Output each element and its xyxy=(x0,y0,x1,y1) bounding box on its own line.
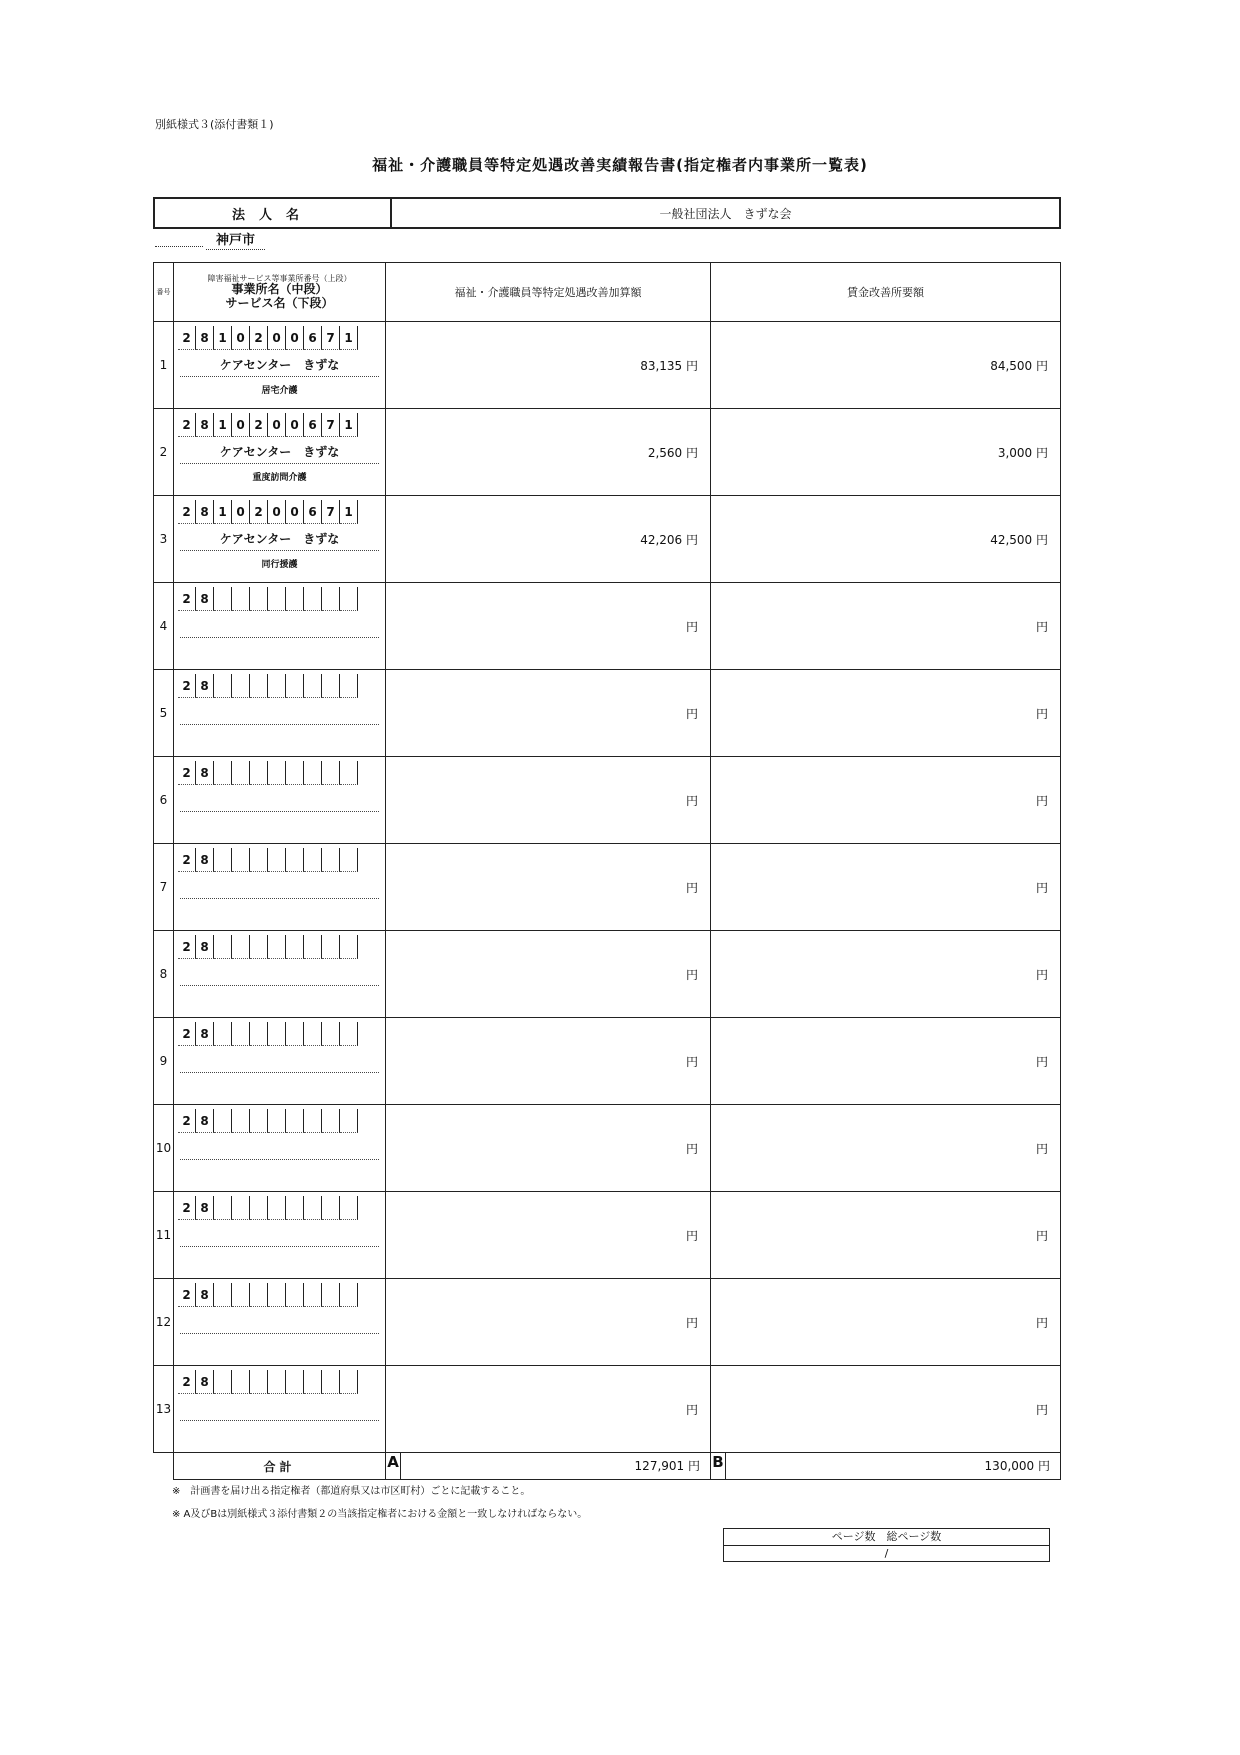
office-cell xyxy=(174,757,386,844)
office-cell xyxy=(174,322,386,409)
office-number-digit: 8 xyxy=(196,761,214,785)
office-number-digit: 8 xyxy=(196,1370,214,1394)
office-number-digit: 8 xyxy=(196,326,214,350)
office-number-digit xyxy=(214,1022,232,1046)
total-amount-a: 127,901 円 xyxy=(634,1459,700,1473)
table-row xyxy=(154,757,1061,844)
service-name xyxy=(174,1253,385,1265)
row-number: 2 xyxy=(154,409,174,496)
office-number-digit: 2 xyxy=(178,1283,196,1307)
office-number-digit xyxy=(250,587,268,611)
amount-b: 42,500 円 xyxy=(711,496,1061,583)
office-number-digit xyxy=(322,674,340,698)
row-number: 10 xyxy=(154,1105,174,1192)
amount-b: 円 xyxy=(711,583,1061,670)
office-number-digit: 0 xyxy=(286,326,304,350)
office-number-digit: 0 xyxy=(268,326,286,350)
office-number-digit: 6 xyxy=(304,326,322,350)
office-number-digit xyxy=(214,1370,232,1394)
amount-b: 3,000 円 xyxy=(711,409,1061,496)
header-office-line2: 事業所名（中段） xyxy=(231,281,328,296)
office-number-digit xyxy=(340,848,358,872)
office-number-digit: 1 xyxy=(340,500,358,524)
office-name xyxy=(180,615,379,638)
office-number-digit: 8 xyxy=(196,1283,214,1307)
corporation-label: 法人名 xyxy=(155,199,392,227)
office-number-digit xyxy=(214,587,232,611)
office-cell xyxy=(174,670,386,757)
table-row xyxy=(154,1366,1061,1453)
office-number-digit: 1 xyxy=(340,413,358,437)
row-number: 12 xyxy=(154,1279,174,1366)
office-cell xyxy=(174,1018,386,1105)
office-number-digit: 8 xyxy=(196,1196,214,1220)
office-number-digit xyxy=(250,761,268,785)
office-number-digit xyxy=(232,1283,250,1307)
amount-a: 円 xyxy=(386,931,711,1018)
amount-b: 円 xyxy=(711,1279,1061,1366)
office-number xyxy=(178,935,385,961)
office-number-digit: 2 xyxy=(178,761,196,785)
row-number: 7 xyxy=(154,844,174,931)
row-number: 8 xyxy=(154,931,174,1018)
office-name xyxy=(180,876,379,899)
amount-a: 円 xyxy=(386,1192,711,1279)
office-name xyxy=(180,1137,379,1160)
amount-a: 円 xyxy=(386,583,711,670)
office-number-digit xyxy=(232,587,250,611)
office-number-digit: 8 xyxy=(196,848,214,872)
office-number-digit xyxy=(340,1022,358,1046)
office-number xyxy=(178,413,385,439)
office-number-digit xyxy=(322,1196,340,1220)
note-1: ※ 計画書を届け出る指定権者（都道府県又は市区町村）ごとに記載すること。 xyxy=(172,1486,531,1497)
table-row xyxy=(154,1279,1061,1366)
row-number: 4 xyxy=(154,583,174,670)
office-number-digit xyxy=(250,935,268,959)
office-number-digit xyxy=(304,587,322,611)
office-number-digit xyxy=(286,1022,304,1046)
office-number-digit xyxy=(232,1022,250,1046)
office-number-digit xyxy=(214,935,232,959)
row-number: 13 xyxy=(154,1366,174,1453)
office-number-digit xyxy=(286,1370,304,1394)
office-number xyxy=(178,848,385,874)
office-number-digit xyxy=(268,1283,286,1307)
office-number-digit xyxy=(232,1370,250,1394)
total-row xyxy=(154,1453,1061,1480)
page-number-box xyxy=(723,1528,1050,1562)
service-name xyxy=(174,731,385,743)
office-number-digit xyxy=(340,935,358,959)
amount-a: 円 xyxy=(386,757,711,844)
office-number xyxy=(178,761,385,787)
table-row xyxy=(154,583,1061,670)
header-office-line3: サービス名（下段） xyxy=(225,295,334,310)
amount-b: 円 xyxy=(711,844,1061,931)
office-number-digit xyxy=(304,674,322,698)
office-number-digit xyxy=(250,848,268,872)
row-number: 6 xyxy=(154,757,174,844)
office-number-digit xyxy=(268,761,286,785)
office-number-digit xyxy=(232,1196,250,1220)
table-header-row xyxy=(154,263,1061,322)
table-row xyxy=(154,670,1061,757)
office-number-digit: 2 xyxy=(250,500,268,524)
amount-a: 円 xyxy=(386,1366,711,1453)
office-number-digit xyxy=(214,1109,232,1133)
office-number-digit: 0 xyxy=(286,413,304,437)
office-name: ケアセンター きずな xyxy=(180,528,379,551)
office-number-digit xyxy=(268,848,286,872)
office-number-digit xyxy=(322,935,340,959)
corporation-name: 一般社団法人 きずな会 xyxy=(659,206,792,221)
office-number xyxy=(178,587,385,613)
office-number-digit xyxy=(214,1196,232,1220)
service-name xyxy=(174,1166,385,1178)
office-number-digit xyxy=(214,848,232,872)
office-number xyxy=(178,500,385,526)
table-row xyxy=(154,1018,1061,1105)
total-spacer xyxy=(154,1453,174,1480)
office-number-digit: 6 xyxy=(304,500,322,524)
office-number-digit: 2 xyxy=(178,413,196,437)
office-number-digit xyxy=(322,1283,340,1307)
office-number-digit xyxy=(286,1283,304,1307)
office-cell xyxy=(174,931,386,1018)
amount-b: 円 xyxy=(711,757,1061,844)
total-amount-b: 130,000 円 xyxy=(984,1459,1050,1473)
office-number-digit xyxy=(250,1022,268,1046)
table-row xyxy=(154,409,1061,496)
office-number-digit: 0 xyxy=(268,500,286,524)
office-number xyxy=(178,674,385,700)
office-number-digit: 7 xyxy=(322,326,340,350)
note-2: ※ A及びBは別紙様式３添付書類２の当該指定権者における金額と一致しなければならない。 xyxy=(172,1509,588,1520)
office-name: ケアセンター きずな xyxy=(180,441,379,464)
table-row xyxy=(154,322,1061,409)
header-office-line1: 障害福祉サービス等事業所番号（上段） xyxy=(207,273,352,283)
office-number-digit xyxy=(232,674,250,698)
office-cell xyxy=(174,583,386,670)
office-number-digit xyxy=(250,1370,268,1394)
service-name xyxy=(174,992,385,1004)
header-number: 番号 xyxy=(154,263,174,322)
office-number-digit xyxy=(268,1022,286,1046)
total-amount-b-cell xyxy=(711,1453,1061,1480)
office-number-digit xyxy=(214,761,232,785)
office-number-digit: 8 xyxy=(196,500,214,524)
office-number-digit xyxy=(268,674,286,698)
office-name: ケアセンター きずな xyxy=(180,354,379,377)
office-number-digit: 2 xyxy=(178,326,196,350)
office-number xyxy=(178,1022,385,1048)
office-number-digit: 1 xyxy=(214,326,232,350)
office-number-digit xyxy=(304,1196,322,1220)
office-number-digit xyxy=(232,848,250,872)
header-amount-a: 福祉・介護職員等特定処遇改善加算額 xyxy=(386,263,711,322)
office-number-digit xyxy=(340,1109,358,1133)
office-number-digit xyxy=(250,1109,268,1133)
row-number: 9 xyxy=(154,1018,174,1105)
header-office xyxy=(174,263,386,322)
office-number-digit xyxy=(322,1022,340,1046)
office-cell xyxy=(174,844,386,931)
total-amount-a-cell xyxy=(386,1453,711,1480)
city-name: 神戸市 xyxy=(206,229,265,250)
office-number-digit: 2 xyxy=(178,1370,196,1394)
total-mark-a: A xyxy=(386,1453,401,1479)
office-number-digit xyxy=(232,1109,250,1133)
office-number-digit: 2 xyxy=(178,1196,196,1220)
office-cell xyxy=(174,1192,386,1279)
office-name xyxy=(180,1311,379,1334)
office-number-digit: 2 xyxy=(178,1109,196,1133)
row-number: 5 xyxy=(154,670,174,757)
total-label: 合計 xyxy=(174,1453,386,1480)
office-number-digit xyxy=(286,1196,304,1220)
row-number: 11 xyxy=(154,1192,174,1279)
amount-a: 円 xyxy=(386,1105,711,1192)
office-number-digit xyxy=(340,761,358,785)
amount-a: 円 xyxy=(386,1018,711,1105)
office-number-digit xyxy=(232,761,250,785)
service-name xyxy=(174,905,385,917)
office-number-digit xyxy=(304,1109,322,1133)
office-number-digit xyxy=(304,848,322,872)
office-number-digit: 8 xyxy=(196,413,214,437)
office-number xyxy=(178,326,385,352)
amount-a: 円 xyxy=(386,670,711,757)
office-number-digit xyxy=(322,848,340,872)
office-number-digit: 2 xyxy=(178,587,196,611)
office-number-digit xyxy=(340,1370,358,1394)
office-number-digit xyxy=(286,761,304,785)
amount-b: 円 xyxy=(711,1018,1061,1105)
office-name xyxy=(180,1224,379,1247)
office-number-digit: 2 xyxy=(178,500,196,524)
office-number-digit: 0 xyxy=(232,500,250,524)
service-name: 同行援護 xyxy=(261,560,298,570)
office-cell xyxy=(174,1366,386,1453)
office-number-digit xyxy=(286,674,304,698)
office-number-digit xyxy=(268,935,286,959)
office-list-table xyxy=(153,262,1061,1480)
table-row xyxy=(154,496,1061,583)
page-number-value: / xyxy=(884,1547,889,1560)
service-name: 重度訪問介護 xyxy=(252,473,307,483)
service-name: 居宅介護 xyxy=(261,386,298,396)
service-name xyxy=(174,1427,385,1439)
office-name xyxy=(180,963,379,986)
office-number-digit xyxy=(304,1283,322,1307)
amount-a: 円 xyxy=(386,844,711,931)
office-number-digit xyxy=(340,1283,358,1307)
amount-a: 83,135 円 xyxy=(386,322,711,409)
office-number-digit: 8 xyxy=(196,1109,214,1133)
office-name xyxy=(180,1398,379,1421)
office-number-digit: 2 xyxy=(178,1022,196,1046)
header-amount-b: 賃金改善所要額 xyxy=(711,263,1061,322)
amount-b: 円 xyxy=(711,931,1061,1018)
office-name xyxy=(180,1050,379,1073)
office-number xyxy=(178,1370,385,1396)
office-number-digit xyxy=(340,1196,358,1220)
office-name xyxy=(180,789,379,812)
office-number-digit xyxy=(322,1370,340,1394)
office-number-digit xyxy=(322,761,340,785)
office-number-digit: 8 xyxy=(196,935,214,959)
office-number-digit xyxy=(304,935,322,959)
office-number-digit xyxy=(286,587,304,611)
office-number-digit: 8 xyxy=(196,1022,214,1046)
office-number-digit xyxy=(250,1196,268,1220)
office-number-digit xyxy=(286,848,304,872)
amount-b: 円 xyxy=(711,1192,1061,1279)
office-number-digit: 1 xyxy=(214,413,232,437)
office-number-digit xyxy=(304,1022,322,1046)
office-number xyxy=(178,1109,385,1135)
table-row xyxy=(154,931,1061,1018)
row-number: 1 xyxy=(154,322,174,409)
office-number-digit xyxy=(286,935,304,959)
amount-b: 84,500 円 xyxy=(711,322,1061,409)
office-number-digit: 2 xyxy=(250,326,268,350)
office-number-digit xyxy=(268,1109,286,1133)
service-name xyxy=(174,644,385,656)
office-number-digit xyxy=(322,587,340,611)
office-number-digit: 2 xyxy=(178,935,196,959)
office-number-digit xyxy=(214,1283,232,1307)
office-number xyxy=(178,1196,385,1222)
office-cell xyxy=(174,496,386,583)
corporation-table xyxy=(153,197,1061,229)
amount-a: 42,206 円 xyxy=(386,496,711,583)
office-number-digit: 0 xyxy=(232,326,250,350)
amount-b: 円 xyxy=(711,1105,1061,1192)
office-cell xyxy=(174,1105,386,1192)
office-number-digit xyxy=(304,761,322,785)
office-number-digit: 1 xyxy=(340,326,358,350)
table-row xyxy=(154,1192,1061,1279)
page-number-label: ページ数 総ページ数 xyxy=(724,1529,1049,1546)
office-number-digit: 8 xyxy=(196,674,214,698)
office-number-digit xyxy=(268,587,286,611)
office-number-digit xyxy=(268,1370,286,1394)
document-title: 福祉・介護職員等特定処遇改善実績報告書(指定権者内事業所一覧表) xyxy=(372,156,868,174)
office-number-digit xyxy=(250,674,268,698)
office-number-digit xyxy=(214,674,232,698)
amount-b: 円 xyxy=(711,1366,1061,1453)
office-number-digit xyxy=(286,1109,304,1133)
amount-a: 2,560 円 xyxy=(386,409,711,496)
city-leader-line xyxy=(155,246,203,247)
office-number-digit: 2 xyxy=(178,674,196,698)
office-number-digit xyxy=(304,1370,322,1394)
office-number-digit xyxy=(250,1283,268,1307)
amount-b: 円 xyxy=(711,670,1061,757)
office-cell xyxy=(174,409,386,496)
office-name xyxy=(180,702,379,725)
office-number-digit: 2 xyxy=(178,848,196,872)
office-number-digit: 0 xyxy=(286,500,304,524)
service-name xyxy=(174,1340,385,1352)
total-mark-b: B xyxy=(711,1453,726,1479)
office-number-digit: 2 xyxy=(250,413,268,437)
office-number-digit xyxy=(232,935,250,959)
office-number-digit xyxy=(340,674,358,698)
table-row xyxy=(154,844,1061,931)
office-number-digit: 7 xyxy=(322,500,340,524)
form-id: 別紙様式３(添付書類１) xyxy=(155,118,274,131)
office-number-digit: 6 xyxy=(304,413,322,437)
office-number-digit: 1 xyxy=(214,500,232,524)
row-number: 3 xyxy=(154,496,174,583)
table-row xyxy=(154,1105,1061,1192)
office-number-digit xyxy=(340,587,358,611)
office-number-digit: 0 xyxy=(232,413,250,437)
amount-a: 円 xyxy=(386,1279,711,1366)
service-name xyxy=(174,1079,385,1091)
office-cell xyxy=(174,1279,386,1366)
office-number-digit: 8 xyxy=(196,587,214,611)
office-number-digit: 7 xyxy=(322,413,340,437)
office-number xyxy=(178,1283,385,1309)
service-name xyxy=(174,818,385,830)
office-number-digit xyxy=(322,1109,340,1133)
table-body xyxy=(154,322,1061,1453)
office-number-digit: 0 xyxy=(268,413,286,437)
office-number-digit xyxy=(268,1196,286,1220)
